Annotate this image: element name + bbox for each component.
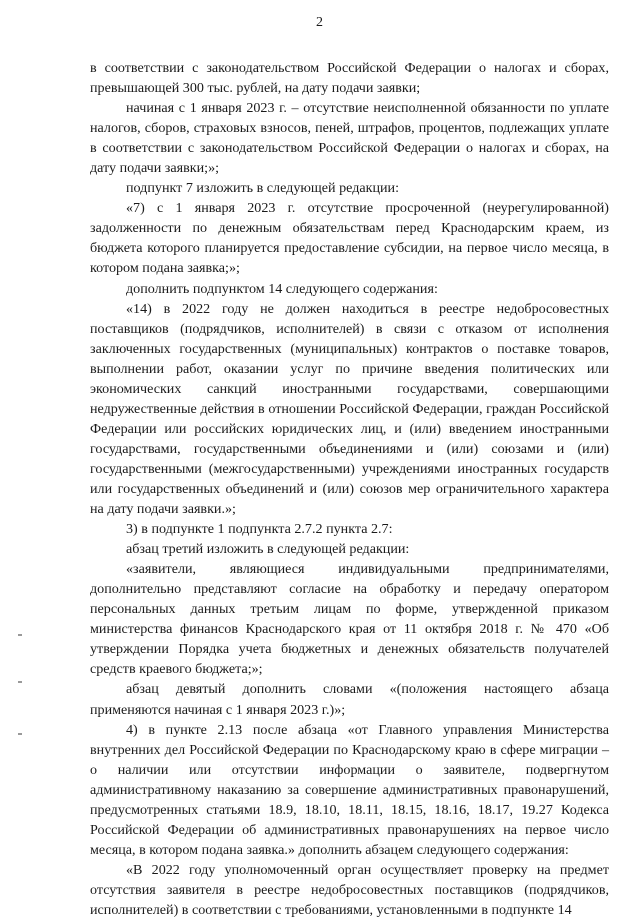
paragraph-subitem-14-text: «14) в 2022 году не должен находиться в реестре недобросовестных поставщиков (подрядчиков, исполнителей) в связи с отказом от исполнения заключенных государственных (муниципальных) контрактов о поставке товаров, выполнении работ, оказании услуг по причине введения политических или экономических санкций иностранными государствами, совершающими недружественные действия в отношении Российской Федерации, граждан Российской Федерации или российских юридических лиц, и (или) введением иностранными государствами, государственными объединениями и (или) союзами и (или) государственными (межгосударственными) учреждениями иностранных государств или государственных объединений и (или) союзов мер ограничительного характера на дату подачи заявки.»;: [90, 300, 609, 518]
scan-mark: [18, 733, 22, 735]
page-number: 2: [316, 15, 323, 30]
scan-mark: [18, 681, 22, 683]
paragraph-tax-threshold: в соответствии с законодательством Российской Федерации о налогах и сборах, превышающей 300 тыс. рублей, на дату подачи заявки;: [90, 60, 609, 97]
document-body: [90, 58, 609, 920]
paragraph-ninth-abzac: абзац девятый дополнить словами «(положения настоящего абзаца применяются начиная с 1 января 2023 г.)»;: [90, 681, 609, 718]
paragraph-item-3: 3) в подпункте 1 подпункта 2.7.2 пункта 2.7:: [126, 521, 393, 538]
paragraph-tax-obligation-2023: начиная с 1 января 2023 г. – отсутствие неисполненной обязанности по уплате налогов, сборов, страховых взносов, пеней, штрафов, процентов, подлежащих уплате в соответствии с законодательством Российской Федерации о налогах и сборах, на дату подачи заявки;»;: [90, 100, 609, 177]
paragraph-item-4: 4) в пункте 2.13 после абзаца «от Главного управления Министерства внутренних дел Российской Федерации по Краснодарскому краю в сфере миграции – о наличии или отсутствии информации о заявителе, подвергнутом административному наказанию за совершение административных правонарушений, предусмотренных статьями 18.9, 18.10, 18.11, 18.15, 18.16, 18.17, 19.27 Кодекса Российской Федерации об административных правонарушениях на первое число месяца, в котором подана заявка.» дополнить абзацем следующего содержания:: [90, 721, 609, 858]
paragraph-third-abzac-text: «заявители, являющиеся индивидуальными предпринимателями, дополнительно представляют согласие на обработку и передачу оператором персональных данных третьим лицам по форме, утвержденной приказом министерства финансов Краснодарского края от 11 октября 2018 г. № 470 «Об утверждении Порядка учета бюджетных и денежных обязательств получателей средств краевого бюджета;»;: [90, 561, 609, 678]
paragraph-subitem-7-text: «7) с 1 января 2023 г. отсутствие просроченной (неурегулированной) задолженности по денежным обязательствам перед Краснодарским краем, из бюджета которого планируется предоставление субсидии, на первое число месяца, в котором подана заявка;»;: [90, 200, 609, 277]
paragraph-subitem-14-intro: дополнить подпунктом 14 следующего содержания:: [126, 280, 438, 297]
paragraph-third-abzac-intro: абзац третий изложить в следующей редакции:: [126, 541, 410, 558]
scan-mark: [18, 634, 22, 636]
paragraph-subitem-7-intro: подпункт 7 изложить в следующей редакции:: [126, 180, 400, 197]
paragraph-new-abzac-2022: «В 2022 году уполномоченный орган осуществляет проверку на предмет отсутствия заявителя в реестре недобросовестных поставщиков (подрядчиков, исполнителей) в соответствии с требованиями, установленными в подпункте 14: [90, 861, 609, 918]
